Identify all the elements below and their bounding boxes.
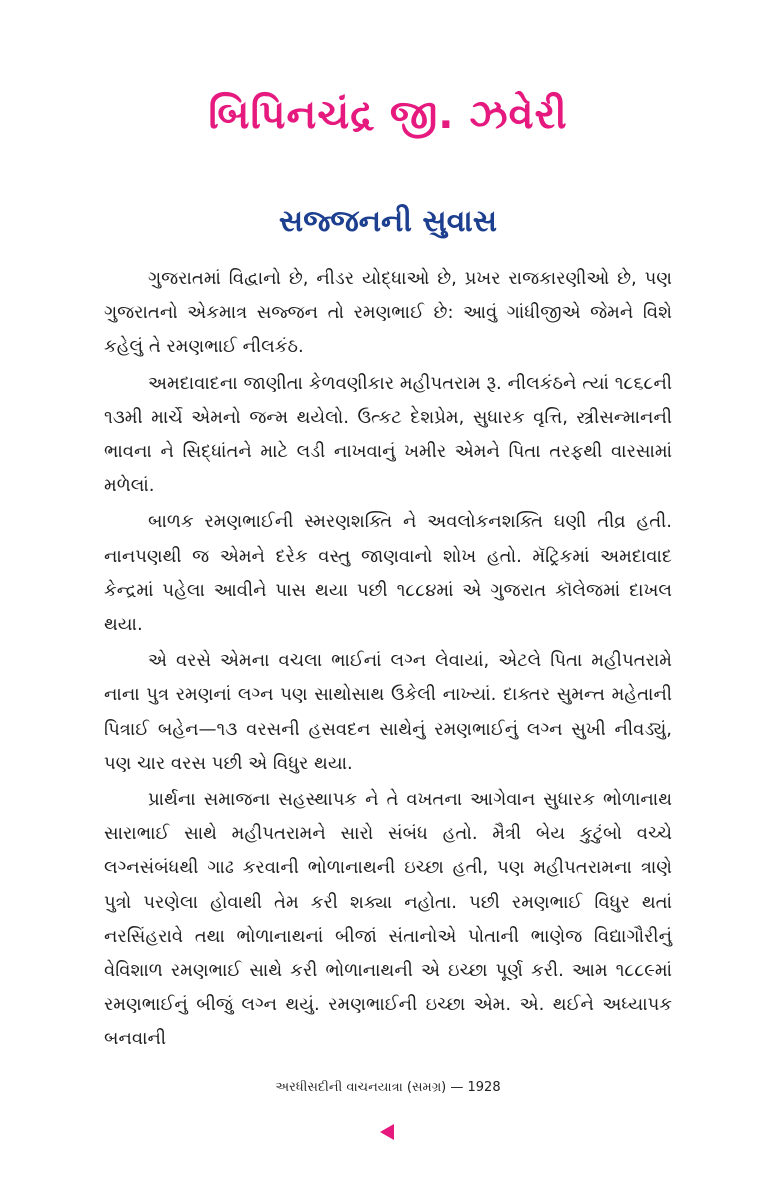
previous-arrow-icon[interactable]	[380, 1124, 394, 1140]
chapter-title: સજ્જનની સુવાસ	[278, 204, 498, 239]
paragraph: અમદાવાદના જાણીતા કેળવણીકાર મહીપતરામ રૂ. નીલકંઠને ત્યાં ૧૮૬૮ની ૧૩મી માર્ચે એમનો જન્મ થયેલો. ઉત્કટ દેશપ્રેમ, સુધારક વૃત્તિ, સ્ત્રીસન્માનની ભાવના ને સિદ્ધાંતને માટે લડી નાખવાનું ખમીર એમને પિતા તરફથી વારસામાં મળેલાં.	[104, 372, 672, 497]
paragraph: પ્રાર્થના સમાજના સહસ્થાપક ને તે વખતના આગેવાન સુધારક ભોળાનાથ સારાભાઈ સાથે મહીપતરામને સારો સંબંધ હતો. મૈત્રી બેય કુટુંબો વચ્ચે લગ્નસંબંધથી ગાઢ કરવાની ભોળાનાથની ઇચ્છા હતી, પણ મહીપતરામના ત્રાણે પુત્રો પરણેલા હોવાથી તેમ કરી શક્યા નહોતા. પછી રમણભાઈ વિધુર થતાં નરસિંહરાવે તથા ભોળાનાથનાં બીજાં સંતાનોએ પોતાની ભાણેજ વિદ્યાગૌરીનું વેવિશાળ રમણભાઈ સાથે કરી ભોળાનાથની એ ઇચ્છા પૂર્ણ કરી. આમ ૧૮૮૯માં રમણભાઈનું બીજું લગ્ન થયું. રમણભાઈની ઇચ્છા એમ. એ. થઈને અધ્યાપક બનવાની	[104, 789, 672, 1050]
author-name: બિપિનચંદ્ર જી. ઝવેરી	[208, 92, 568, 138]
article-body	[104, 262, 672, 1059]
page-footer: અરધીસદીની વાચનયાત્રા (સમગ્ર) — 1928	[275, 1080, 501, 1095]
paragraph: એ વરસે એમના વચલા ભાઈનાં લગ્ન લેવાયાં, એટલે પિતા મહીપતરામે નાના પુત્ર રમણનાં લગ્ન પણ સાથોસાથ ઉકેલી નાખ્યાં. દાક્તર સુમન્ત મહેતાની પિત્રાઈ બહેન—૧૩ વરસની હસવદન સાથેનું રમણભાઈનું લગ્ન સુખી નીવડ્યું, પણ ચાર વરસ પછી એ વિધુર થયા.	[104, 650, 672, 774]
paragraph: ગુજરાતમાં વિદ્વાનો છે, નીડર યોદ્ધાઓ છે, પ્રખર રાજકારણીઓ છે, પણ ગુજરાતનો એકમાત્ર સજ્જન તો રમણભાઈ છે: આવું ગાંધીજીએ જેમને વિશે કહેલું તે રમણભાઈ નીલકંઠ.	[104, 268, 672, 358]
paragraph: બાળક રમણભાઈની સ્મરણશક્તિ ને અવલોકનશક્તિ ઘણી તીવ્ર હતી. નાનપણથી જ એમને દરેક વસ્તુ જાણવાનો શોખ હતો. મૅટ્રિકમાં અમદાવાદ કેન્દ્રમાં પહેલા આવીને પાસ થયા પછી ૧૮૮૪માં એ ગુજરાત કૉલેજમાં દાખલ થયા.	[104, 511, 672, 636]
